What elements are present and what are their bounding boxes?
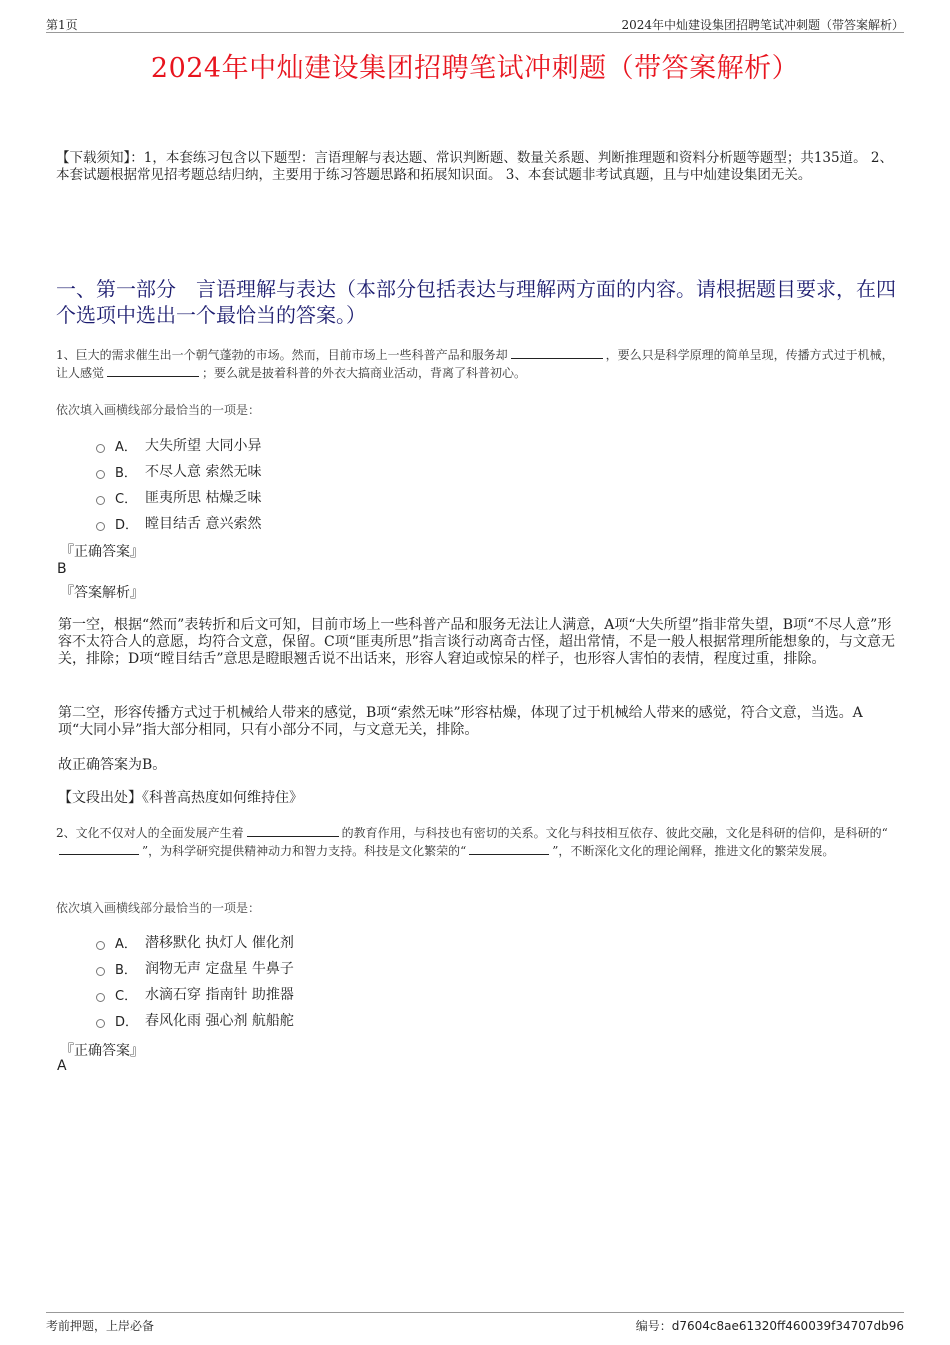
analysis-conclusion: 故正确答案为B。 — [58, 757, 167, 773]
page-number: 第1页 — [46, 18, 78, 32]
option-d[interactable]: D． 春风化雨 强心剂 航船舵 — [96, 1007, 596, 1033]
option-c[interactable]: C． 匪夷所思 枯燥乏味 — [96, 484, 596, 510]
analysis-label: 『答案解析』 — [60, 585, 144, 601]
page-title: 2024年中灿建设集团招聘笔试冲刺题（带答案解析） — [150, 53, 800, 84]
document-id: 编号：d7604c8ae61320ff460039f34707db96 — [635, 1319, 904, 1333]
question-1-options — [96, 432, 596, 536]
blank-line — [469, 842, 549, 855]
blank-line — [511, 346, 603, 359]
footer-slogan: 考前押题，上岸必备 — [46, 1319, 155, 1333]
blank-line — [107, 364, 199, 377]
download-notice: 【下载须知】：1，本套练习包含以下题型：言语理解与表达题、常识判断题、数量关系题、判断推理题和资料分析题等题型；共135道。 2、本套试题根据常见招考题总结归纳，主要用于练习答题思路和拓展知识面。 3、本套试题非考试真题，且与中灿建设集团无关。 — [56, 150, 893, 183]
radio-icon[interactable] — [96, 993, 105, 1002]
analysis-paragraph: 第二空，形容传播方式过于机械给人带来的感觉，B项“索然无味”形容枯燥，体现了过于机械给人带来的感觉，符合文意，当选。A项“大同小异”指大部分相同，只有小部分不同，与文意无关，排除。 — [58, 705, 863, 738]
question-1-stem: 1、巨大的需求催生出一个朝气蓬勃的市场。然而，目前市场上一些科普产品和服务却 ，要么只是科学原理的简单呈现，传播方式过于机械，让人感觉 ；要么就是披着科普的外衣大搞商业活动，背离了科普初心。 — [56, 348, 894, 380]
radio-icon[interactable] — [96, 444, 105, 453]
correct-answer: A — [57, 1058, 67, 1074]
radio-icon[interactable] — [96, 941, 105, 950]
option-a[interactable]: A． 大失所望 大同小异 — [96, 432, 596, 458]
radio-icon[interactable] — [96, 522, 105, 531]
section-heading: 一、第一部分 言语理解与表达（本部分包括表达与理解两方面的内容。请根据题目要求，在四个选项中选出一个最恰当的答案。） — [56, 277, 896, 327]
analysis-paragraph: 第一空，根据“然而”表转折和后文可知，目前市场上一些科普产品和服务无法让人满意，A项“大失所望”指非常失望，B项“不尽人意”形容不太符合人的意愿，均符合文意，保留。C项“匪夷所思”指言谈行动离奇古怪，超出常情，不是一般人根据常理所能想象的，与文意无关，排除；D项“瞠目结舌”意思是瞪眼翘舌说不出话来，形容人窘迫或惊呆的样子，也形容人害怕的表情，程度过重，排除。 — [58, 617, 896, 667]
radio-icon[interactable] — [96, 967, 105, 976]
page-header — [46, 14, 904, 33]
correct-answer: B — [57, 561, 67, 577]
radio-icon[interactable] — [96, 1019, 105, 1028]
question-1-prompt: 依次填入画横线部分最恰当的一项是： — [56, 403, 261, 417]
radio-icon[interactable] — [96, 496, 105, 505]
header-doc-title: 2024年中灿建设集团招聘笔试冲刺题（带答案解析） — [621, 18, 904, 32]
option-d[interactable]: D． 瞠目结舌 意兴索然 — [96, 510, 596, 536]
option-b[interactable]: B． 润物无声 定盘星 牛鼻子 — [96, 955, 596, 981]
question-2-stem: 2、文化不仅对人的全面发展产生着 的教育作用，与科技也有密切的关系。文化与科技相互依存、彼此交融，文化是科研的信仰，是科研的“”，为科学研究提供精神动力和智力支持。科技是文化繁荣的“ ”，不断深化文化的理论阐释，推进文化的繁荣发展。 — [56, 826, 888, 858]
option-a[interactable]: A． 潜移默化 执灯人 催化剂 — [96, 929, 596, 955]
radio-icon[interactable] — [96, 470, 105, 479]
option-b[interactable]: B． 不尽人意 索然无味 — [96, 458, 596, 484]
source-citation: 【文段出处】《科普高热度如何维持住》 — [58, 790, 303, 806]
correct-answer-label: 『正确答案』 — [60, 1043, 144, 1059]
option-c[interactable]: C． 水滴石穿 指南针 助推器 — [96, 981, 596, 1007]
blank-line — [247, 824, 339, 837]
blank-line — [59, 842, 139, 855]
page-footer — [46, 1312, 904, 1335]
correct-answer-label: 『正确答案』 — [60, 544, 144, 560]
question-2-options — [96, 929, 596, 1033]
question-2-prompt: 依次填入画横线部分最恰当的一项是： — [56, 901, 261, 915]
